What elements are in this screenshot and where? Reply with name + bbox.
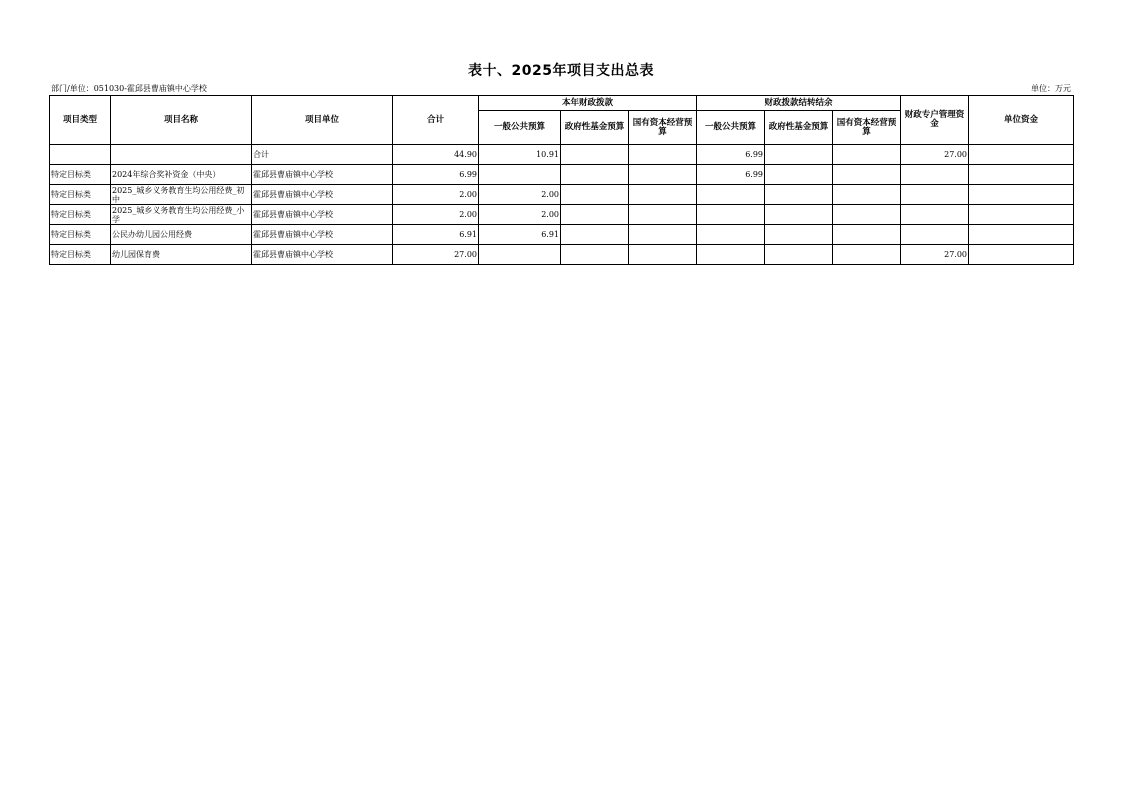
header-current-state-capital-budget: 国有资本经营预算 [629, 111, 697, 145]
header-project-unit: 项目单位 [252, 96, 393, 145]
cell-carryover-gov-fund [765, 205, 833, 225]
cell-carryover-general [697, 245, 765, 265]
cell-current-general: 2.00 [479, 185, 561, 205]
cell-special-mgmt-fund [901, 225, 969, 245]
table-row [50, 225, 1074, 245]
header-carryover-state-capital-budget: 国有资本经营预算 [833, 111, 901, 145]
table-row [50, 145, 1074, 165]
cell-current-general: 2.00 [479, 205, 561, 225]
cell-unit-fund [969, 205, 1074, 225]
cell-type: 特定目标类 [50, 165, 111, 185]
cell-unit: 霍邱县曹庙镇中心学校 [252, 225, 393, 245]
cell-unit-fund [969, 245, 1074, 265]
page-title: 表十、2025年项目支出总表 [468, 63, 654, 79]
cell-unit: 霍邱县曹庙镇中心学校 [252, 205, 393, 225]
cell-current-state-capital [629, 245, 697, 265]
header-special-mgmt-fund: 财政专户管理资金 [901, 96, 969, 145]
cell-unit-fund [969, 185, 1074, 205]
cell-type: 特定目标类 [50, 205, 111, 225]
cell-total: 6.91 [393, 225, 479, 245]
cell-carryover-general: 6.99 [697, 145, 765, 165]
cell-name [111, 145, 252, 165]
cell-current-gov-fund [561, 185, 629, 205]
cell-current-state-capital [629, 225, 697, 245]
cell-name: 2024年综合奖补资金（中央） [111, 165, 252, 185]
cell-total: 27.00 [393, 245, 479, 265]
header-project-type: 项目类型 [50, 96, 111, 145]
cell-special-mgmt-fund: 27.00 [901, 245, 969, 265]
cell-carryover-gov-fund [765, 145, 833, 165]
cell-type [50, 145, 111, 165]
header-group-current-year: 本年财政拨款 [479, 96, 697, 111]
cell-unit: 合计 [252, 145, 393, 165]
cell-current-state-capital [629, 145, 697, 165]
cell-name: 2025_城乡义务教育生均公用经费_小学 [111, 205, 252, 225]
header-current-gov-fund-budget: 政府性基金预算 [561, 111, 629, 145]
header-unit-fund: 单位资金 [969, 96, 1074, 145]
cell-unit: 霍邱县曹庙镇中心学校 [252, 185, 393, 205]
cell-name: 幼儿园保育费 [111, 245, 252, 265]
cell-current-general: 6.91 [479, 225, 561, 245]
header-carryover-general-budget: 一般公共预算 [697, 111, 765, 145]
cell-current-general [479, 165, 561, 185]
cell-unit: 霍邱县曹庙镇中心学校 [252, 165, 393, 185]
cell-carryover-state-capital [833, 185, 901, 205]
cell-special-mgmt-fund [901, 205, 969, 225]
cell-current-general [479, 245, 561, 265]
cell-carryover-state-capital [833, 205, 901, 225]
cell-special-mgmt-fund [901, 185, 969, 205]
header-current-general-budget: 一般公共预算 [479, 111, 561, 145]
cell-total: 2.00 [393, 205, 479, 225]
cell-unit-fund [969, 165, 1074, 185]
cell-total: 44.90 [393, 145, 479, 165]
header-group-carryover: 财政拨款结转结余 [697, 96, 901, 111]
cell-carryover-gov-fund [765, 225, 833, 245]
cell-name: 公民办幼儿园公用经费 [111, 225, 252, 245]
header-carryover-gov-fund-budget: 政府性基金预算 [765, 111, 833, 145]
cell-special-mgmt-fund [901, 165, 969, 185]
cell-type: 特定目标类 [50, 185, 111, 205]
cell-current-gov-fund [561, 145, 629, 165]
cell-total: 2.00 [393, 185, 479, 205]
table-row [50, 205, 1074, 225]
cell-carryover-general [697, 225, 765, 245]
cell-carryover-gov-fund [765, 245, 833, 265]
cell-carryover-gov-fund [765, 165, 833, 185]
table-row [50, 165, 1074, 185]
table-row [50, 185, 1074, 205]
cell-unit-fund [969, 145, 1074, 165]
cell-unit-fund [969, 225, 1074, 245]
unit-label: 单位：万元 [1031, 84, 1071, 93]
cell-carryover-state-capital [833, 245, 901, 265]
cell-current-gov-fund [561, 225, 629, 245]
project-expenditure-table [49, 95, 1074, 265]
cell-current-state-capital [629, 185, 697, 205]
cell-type: 特定目标类 [50, 245, 111, 265]
cell-current-gov-fund [561, 205, 629, 225]
cell-total: 6.99 [393, 165, 479, 185]
header-project-name: 项目名称 [111, 96, 252, 145]
cell-special-mgmt-fund: 27.00 [901, 145, 969, 165]
cell-current-state-capital [629, 205, 697, 225]
cell-current-state-capital [629, 165, 697, 185]
cell-carryover-state-capital [833, 145, 901, 165]
cell-carryover-state-capital [833, 225, 901, 245]
cell-unit: 霍邱县曹庙镇中心学校 [252, 245, 393, 265]
cell-carryover-state-capital [833, 165, 901, 185]
department-label: 部门/单位：051030-霍邱县曹庙镇中心学校 [51, 84, 207, 93]
cell-current-gov-fund [561, 245, 629, 265]
cell-current-general: 10.91 [479, 145, 561, 165]
cell-carryover-general: 6.99 [697, 165, 765, 185]
cell-carryover-general [697, 205, 765, 225]
cell-type: 特定目标类 [50, 225, 111, 245]
cell-carryover-general [697, 185, 765, 205]
cell-current-gov-fund [561, 165, 629, 185]
header-total: 合计 [393, 96, 479, 145]
cell-name: 2025_城乡义务教育生均公用经费_初中 [111, 185, 252, 205]
cell-carryover-gov-fund [765, 185, 833, 205]
table-row [50, 245, 1074, 265]
